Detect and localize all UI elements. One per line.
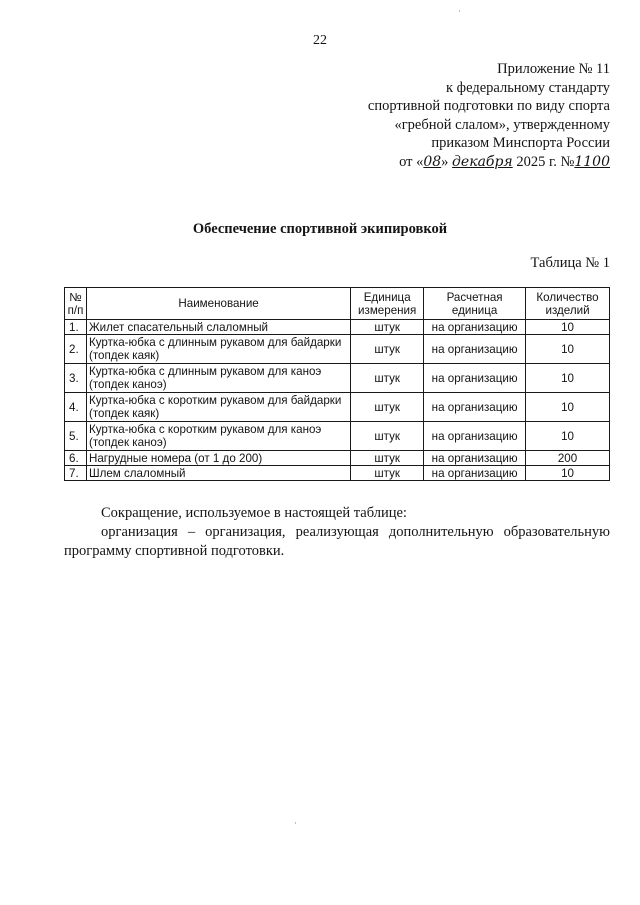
- row-name: Жилет спасательный слаломный: [86, 320, 350, 335]
- handwritten-month: декабря: [452, 153, 513, 170]
- table-row: [65, 393, 610, 422]
- header-calc: Расчетная единица: [424, 288, 526, 320]
- row-name: Куртка-юбка с коротким рукавом для байдарки (топдек каяк): [86, 393, 350, 422]
- row-name: Куртка-юбка с коротким рукавом для каноэ (топдек каноэ): [86, 422, 350, 451]
- row-name: Куртка-юбка с длинным рукавом для байдарки (топдек каяк): [86, 335, 350, 364]
- row-num: 2.: [65, 335, 87, 364]
- scan-mark: ·: [294, 818, 297, 828]
- row-calc: на организацию: [424, 320, 526, 335]
- row-qty: 10: [526, 422, 610, 451]
- header-name: Наименование: [86, 288, 350, 320]
- appendix-block: [310, 60, 610, 172]
- row-num: 4.: [65, 393, 87, 422]
- table-row: [65, 466, 610, 481]
- row-qty: 10: [526, 364, 610, 393]
- row-name: Нагрудные номера (от 1 до 200): [86, 451, 350, 466]
- row-calc: на организацию: [424, 466, 526, 481]
- date-prefix: от «: [399, 153, 424, 170]
- row-calc: на организацию: [424, 335, 526, 364]
- order-date-line: [310, 153, 610, 172]
- appendix-line-3: спортивной подготовки по виду спорта: [367, 98, 610, 115]
- appendix-line-5: приказом Минспорта России: [431, 135, 610, 152]
- handwritten-order-number: 1100: [574, 153, 610, 170]
- row-qty: 10: [526, 320, 610, 335]
- row-calc: на организацию: [424, 393, 526, 422]
- row-qty: 10: [526, 393, 610, 422]
- appendix-line-2: к федеральному стандарту: [446, 79, 610, 96]
- table-header-row: [65, 288, 610, 320]
- scan-mark: ·: [458, 6, 461, 16]
- appendix-line-1: Приложение № 11: [497, 61, 610, 77]
- page-number: 22: [313, 33, 327, 48]
- row-name: Куртка-юбка с длинным рукавом для каноэ (топдек каноэ): [86, 364, 350, 393]
- row-unit: штук: [351, 393, 424, 422]
- appendix-line-4: «гребной слалом», утвержденному: [394, 116, 610, 133]
- row-calc: на организацию: [424, 451, 526, 466]
- table-caption: Таблица № 1: [530, 255, 610, 271]
- row-num: 3.: [65, 364, 87, 393]
- row-num: 5.: [65, 422, 87, 451]
- table-row: [65, 320, 610, 335]
- row-unit: штук: [351, 335, 424, 364]
- row-num: 7.: [65, 466, 87, 481]
- row-unit: штук: [351, 422, 424, 451]
- row-qty: 10: [526, 335, 610, 364]
- header-num: № п/п: [65, 288, 87, 320]
- date-mid: »: [441, 153, 449, 170]
- row-qty: 200: [526, 451, 610, 466]
- row-name: Шлем слаломный: [86, 466, 350, 481]
- table-row: [65, 422, 610, 451]
- row-num: 6.: [65, 451, 87, 466]
- abbreviation-text: организация – организация, реализующая дополнительную образовательную программу спортивной подготовки.: [64, 524, 610, 559]
- table-row: [65, 451, 610, 466]
- equipment-table: [64, 287, 610, 481]
- header-unit: Единица измерения: [351, 288, 424, 320]
- row-unit: штук: [351, 320, 424, 335]
- year-text: 2025 г. №: [516, 153, 575, 170]
- section-heading: Обеспечение спортивной экипировкой: [192, 221, 448, 237]
- row-unit: штук: [351, 451, 424, 466]
- header-qty: Количество изделий: [526, 288, 610, 320]
- row-num: 1.: [65, 320, 87, 335]
- row-unit: штук: [351, 466, 424, 481]
- row-calc: на организацию: [424, 364, 526, 393]
- handwritten-day: 08: [423, 153, 442, 170]
- table-row: [65, 364, 610, 393]
- row-calc: на организацию: [424, 422, 526, 451]
- abbreviation-title: Сокращение, используемое в настоящей таблице:: [101, 505, 407, 521]
- row-qty: 10: [526, 466, 610, 481]
- row-unit: штук: [351, 364, 424, 393]
- table-row: [65, 335, 610, 364]
